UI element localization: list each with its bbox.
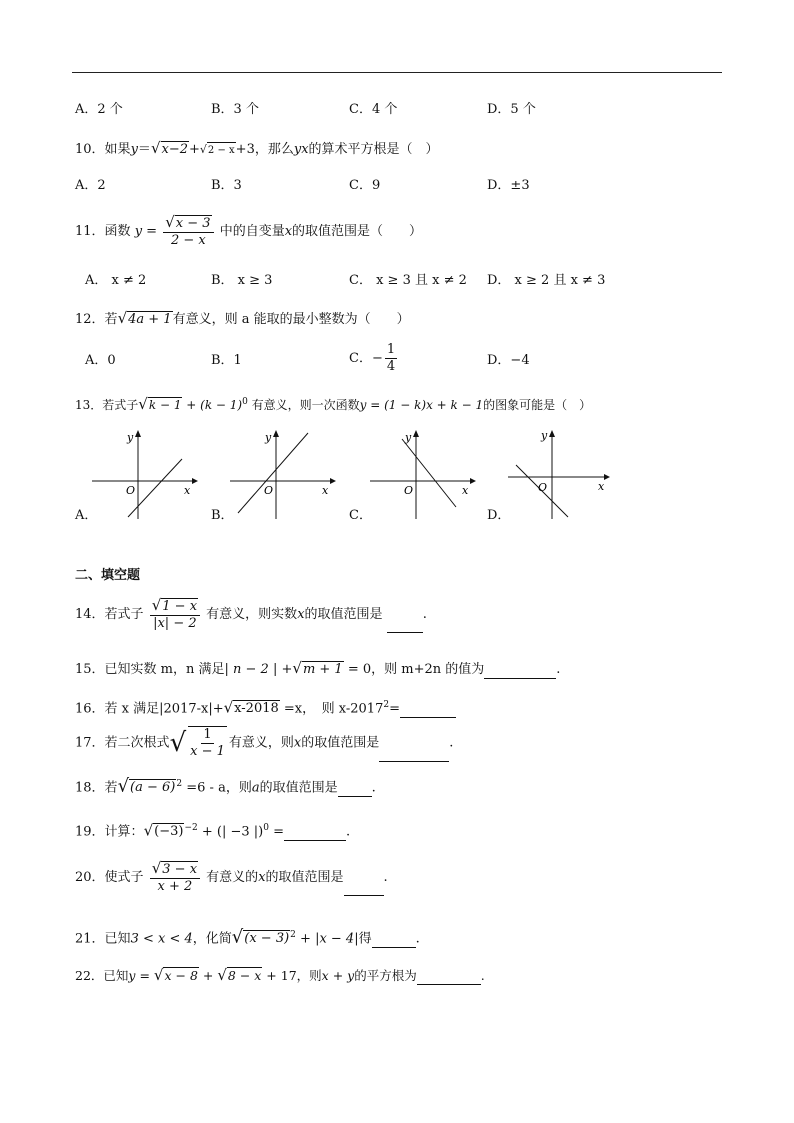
graph-c-origin: O (404, 484, 414, 497)
graph-b (230, 425, 340, 520)
graph-d-y-label: y (541, 429, 548, 442)
section-title: 二、填空题 (75, 568, 141, 583)
graph-b-y-label: y (265, 431, 272, 444)
q13-option-c: C． (349, 508, 372, 523)
q11-option-a: A． x ≠ 2 (85, 273, 147, 288)
q12-option-d: D．−4 (487, 353, 530, 368)
header-rule (72, 72, 722, 73)
graph-c-x-label: x (462, 484, 469, 497)
q10-option-a: A．2 (75, 178, 106, 193)
q9-option-d: D．5 个 (487, 102, 536, 117)
q9-option-a: A．2 个 (75, 102, 123, 117)
graph-a-y-label: y (127, 431, 134, 444)
graph-a-origin: O (126, 484, 136, 497)
q9-option-c: C．4 个 (349, 102, 398, 117)
question-12: 12．若√4a + 1有意义，则 a 能取的最小整数为（ ） (75, 309, 410, 327)
question-14: 14．若式子 $\frac{√1 - x}{|x| - 2}$ 有意义，则实数x的取值范围是 . (75, 596, 427, 631)
q18-answer-blank[interactable] (338, 782, 372, 797)
q22-answer-blank[interactable] (417, 970, 481, 985)
q15-answer-blank[interactable] (484, 664, 556, 679)
question-17: 17．若二次根式√ $\frac{1}{x - 1}$ 有意义，则x的取值范围是 . (75, 725, 453, 762)
q10-option-d: D．±3 (487, 178, 530, 193)
question-18: 18．若$√(a - 6)^2 =6 - a$，则a的取值范围是 . (75, 775, 376, 797)
graph-a-x-label: x (184, 484, 191, 497)
q13-option-a: A． (75, 508, 98, 523)
q9-option-b: B．3 个 (211, 102, 259, 117)
graph-b-line (238, 433, 308, 513)
graph-b-x-label: x (322, 484, 329, 497)
question-16: 16．若 x 满足|2017-x|+√x-2018 =x， 则 $x-2017^2=$ (75, 696, 456, 718)
q19-answer-blank[interactable] (284, 826, 346, 841)
q12-option-b: B．1 (211, 353, 242, 368)
graph-c-y-label: y (405, 431, 412, 444)
q13-option-d: D． (487, 508, 511, 523)
question-19: 19．计算：$√(-3)^{-2}$ + (| −3 |)$^0$ = . (75, 821, 351, 840)
question-22: 22．已知y = √x − 8 + √8 − x + 17，则x + y的平方根为 . (75, 966, 485, 984)
q21-answer-blank[interactable] (372, 933, 416, 948)
graph-a-line (128, 459, 182, 517)
q16-answer-blank[interactable] (400, 703, 456, 718)
q20-answer-blank[interactable] (344, 881, 384, 896)
q12-option-c: C．− $\frac{1}{4}$ (349, 342, 396, 374)
q17-answer-blank[interactable] (379, 747, 449, 762)
q10-option-b: B．3 (211, 178, 242, 193)
question-10: 10．如果y＝√x−2+√2 − x+3，那么yx的算术平方根是（ ） (75, 139, 439, 157)
question-15: 15．已知实数 m，n 满足| n − 2 | +√m + 1 = 0，则 m+2n 的值为 . (75, 659, 561, 677)
q12-option-a: A．0 (85, 353, 116, 368)
graph-d (508, 425, 618, 520)
q10-option-c: C．9 (349, 178, 381, 193)
question-13: 13．若式子$√k - 1 + (k - 1)^0$ 有意义，则一次函数y = (1 − k)x + k − 1的图象可能是（ ） (75, 395, 592, 413)
question-11: 11．函数 y = $\frac{√x - 3}{2 - x}$ 中的自变量x的取值范围是（ ） (75, 213, 423, 248)
graph-b-origin: O (264, 484, 274, 497)
q11-option-b: B． x ≥ 3 (211, 273, 273, 288)
graph-c (370, 425, 480, 520)
graph-d-x-label: x (598, 480, 605, 493)
graph-a (92, 425, 202, 520)
q14-answer-blank[interactable] (387, 618, 423, 633)
question-21: 21．已知3 < x < 4，化简$√(x - 3)^2 + |x - 4|$得 . (75, 926, 420, 948)
q11-option-d: D． x ≥ 2 且 x ≠ 3 (487, 273, 606, 288)
question-20: 20．使式子 $\frac{√3 - x}{x + 2}$ 有意义的x的取值范围是 . (75, 859, 388, 894)
graph-d-origin: O (538, 481, 548, 494)
q11-option-c: C． x ≥ 3 且 x ≠ 2 (349, 273, 467, 288)
q13-option-b: B． (211, 508, 234, 523)
